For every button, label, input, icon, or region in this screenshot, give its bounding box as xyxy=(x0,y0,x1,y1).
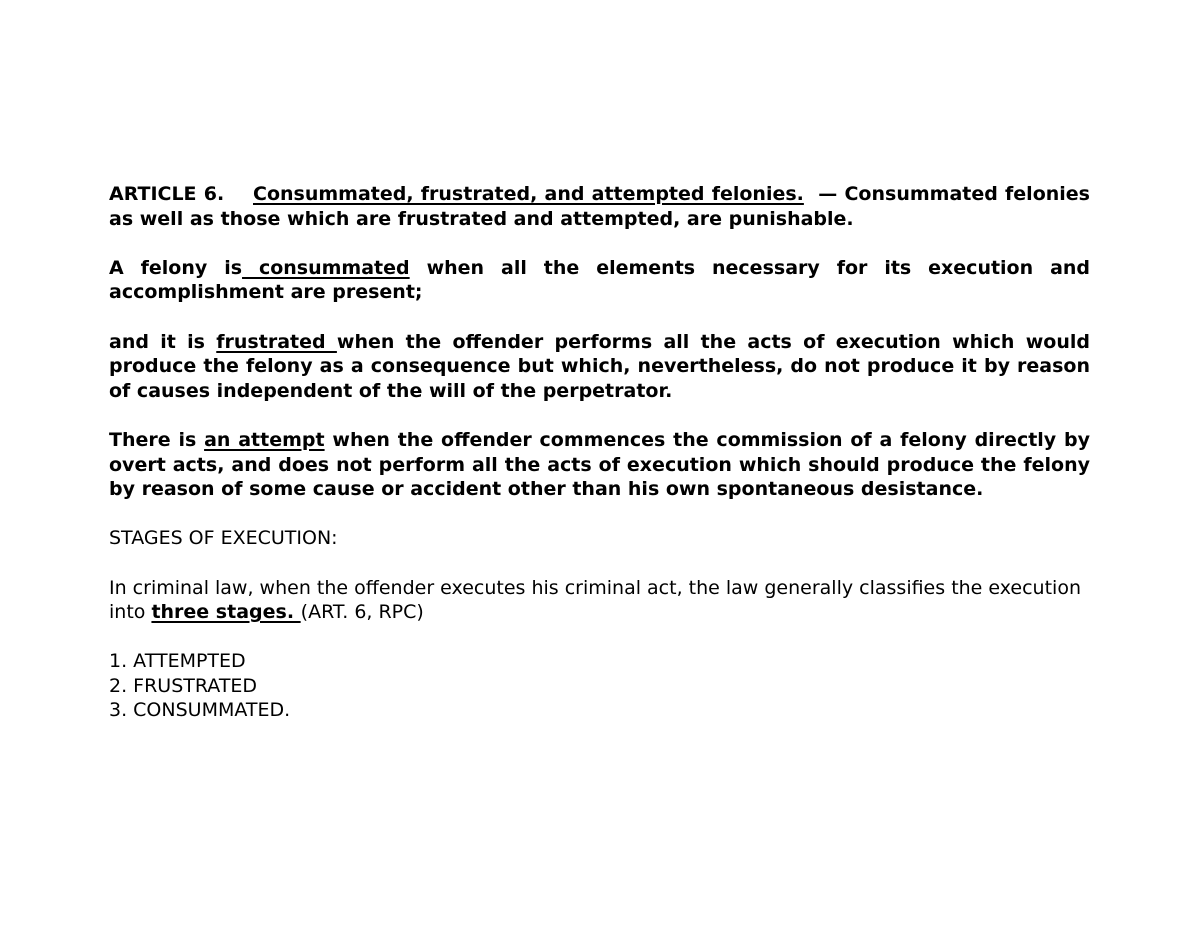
article-heading-body: Consummated felonies as well as those which are frustrated and attempted, are punishable. xyxy=(109,183,1090,230)
frustrated-after: when the offender performs all the acts of execution which would produce the felony as a consequence but which, nevertheless, do not produce it by reason of causes independent of the will of the perpetrator. xyxy=(109,330,1090,402)
stages-before: In criminal law, when the offender executes his criminal act, the law generally classifies the execution into xyxy=(109,576,1081,624)
attempt-term: an attempt xyxy=(204,428,325,451)
stages-heading: STAGES OF EXECUTION: xyxy=(109,527,338,550)
stages-list xyxy=(109,649,1090,723)
stages-paragraph xyxy=(109,576,1090,625)
consummated-before: A felony is xyxy=(109,256,243,279)
stages-list-item: 1. ATTEMPTED xyxy=(109,650,246,673)
article-heading-title: Consummated, frustrated, and attempted felonies. xyxy=(253,183,804,205)
article-paragraph xyxy=(109,182,1090,231)
article-heading-dash: — xyxy=(818,183,838,205)
stages-term: three stages. xyxy=(151,601,301,624)
attempt-paragraph xyxy=(109,428,1090,502)
stages-list-item: 3. CONSUMMATED. xyxy=(109,699,291,722)
frustrated-paragraph xyxy=(109,330,1090,404)
frustrated-term: frustrated xyxy=(216,330,337,353)
attempt-after: when the offender commences the commission of a felony directly by overt acts, and does not perform all the acts of execution which should produce the felony by reason of some cause or accident other than his own spontaneous desistance. xyxy=(109,428,1090,501)
attempt-before: There is xyxy=(109,428,205,451)
consummated-after: when all the elements necessary for its execution and accomplishment are present; xyxy=(109,256,1091,304)
document-page xyxy=(109,182,1090,723)
stages-after: (ART. 6, RPC) xyxy=(300,601,424,624)
frustrated-before: and it is xyxy=(109,330,217,353)
consummated-term: consummated xyxy=(242,256,410,279)
stages-list-item: 2. FRUSTRATED xyxy=(109,674,258,697)
consummated-paragraph xyxy=(109,256,1090,305)
article-heading-prefix: ARTICLE 6. xyxy=(109,183,225,205)
